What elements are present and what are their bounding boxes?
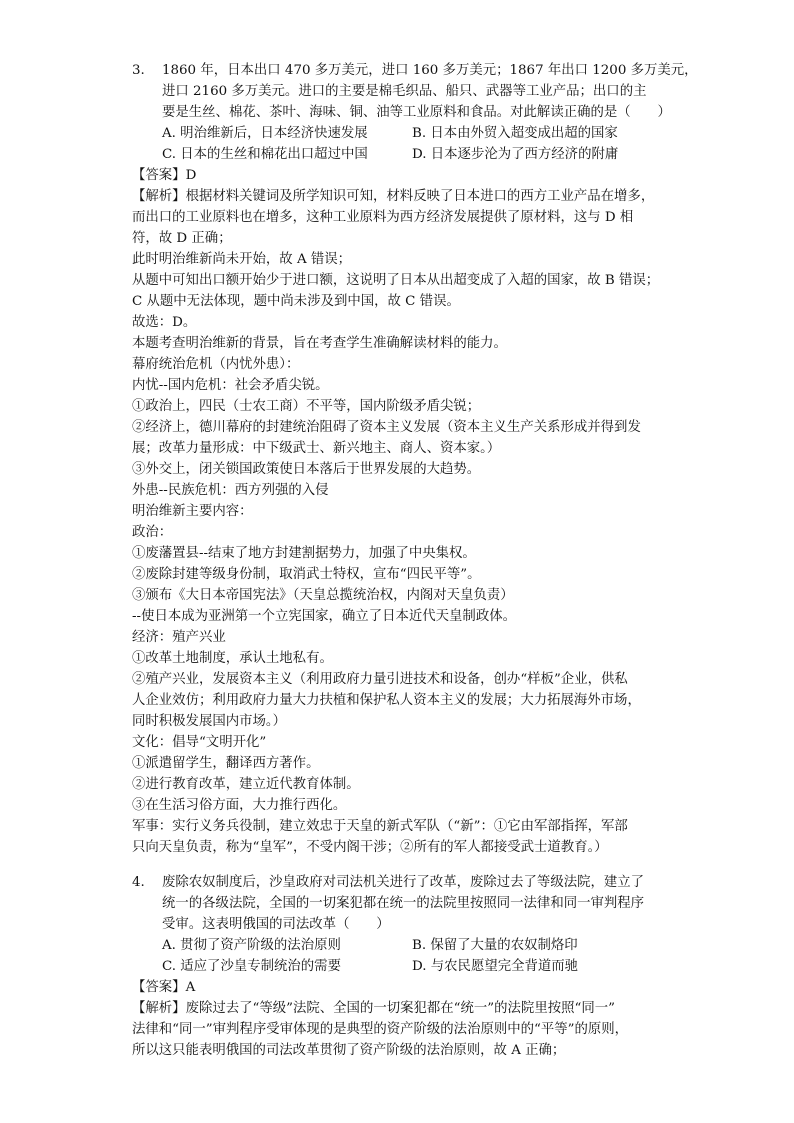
analysis-line: 经济：殖产兴业 <box>132 630 226 645</box>
analysis-line: ②进行教育改革，建立近代教育体制。 <box>132 777 360 792</box>
question-stem <box>162 872 672 935</box>
question-stem <box>162 60 698 123</box>
analysis-line: ②废除封建等级身份制，取消武士特权，宣布“四民平等”。 <box>132 567 481 582</box>
answer-row <box>132 977 672 998</box>
analysis-tag: 【解析】 <box>132 1001 186 1016</box>
question-number: 4. <box>132 875 145 890</box>
analysis <box>132 998 672 1061</box>
analysis-line: 政治： <box>132 525 173 540</box>
stem-line: 统一的各级法院，全国的一切案犯都在统一的法院里按照同一法律和同一审判程序 <box>162 896 645 911</box>
analysis-text: 根据材料关键词及所学知识可知，材料反映了日本进口的西方工业产品在增多， <box>185 189 655 204</box>
stem-line: 1860 年，日本出口 470 多万美元，进口 160 多万美元；1867 年出口 1200 多万美元， <box>162 63 698 78</box>
analysis-line: 本题考查明治维新的背景，旨在考查学生准确解读材料的能力。 <box>132 336 507 351</box>
analysis-line: 军事：实行义务兵役制，建立效忠于天皇的新式军队（“新”：①它由军部指挥，军部 <box>132 819 628 834</box>
answer-row <box>132 165 672 186</box>
options <box>162 935 672 977</box>
analysis-line: 展；改革力量形成：中下级武士、新兴地主、商人、资本家。） <box>132 441 501 456</box>
analysis-line: 内忧--国内危机：社会矛盾尖锐。 <box>132 378 329 393</box>
answer-value: D <box>185 168 197 183</box>
analysis-line <box>132 998 672 1019</box>
option-a: A. 明治维新后，日本经济快速发展 <box>162 126 368 141</box>
analysis-line: ②经济上，德川幕府的封建统治阻碍了资本主义发展（资本主义生产关系形成并得到发 <box>132 420 641 435</box>
answer-tag: 【答案】 <box>132 980 186 995</box>
analysis-line: ①派遣留学生，翻译西方著作。 <box>132 756 320 771</box>
question-4 <box>132 872 672 1061</box>
analysis-line: 同时积极发展国内市场。） <box>132 714 286 729</box>
option-c: C. 适应了沙皇专制统治的需要 <box>162 959 341 974</box>
answer-tag: 【答案】 <box>132 168 186 183</box>
analysis-line: --使日本成为亚洲第一个立宪国家，确立了日本近代天皇制政体。 <box>132 609 516 624</box>
analysis-line: C 从题中无法体现，题中尚未涉及到中国，故 C 错误。 <box>132 294 460 309</box>
option-c: C. 日本的生丝和棉花出口超过中国 <box>162 147 368 162</box>
stem-line: 废除农奴制度后，沙皇政府对司法机关进行了改革，废除过去了等级法院，建立了 <box>162 875 645 890</box>
question-3 <box>132 60 698 858</box>
analysis-line: 符，故 D 正确； <box>132 231 232 246</box>
analysis-line: 只向天皇负责，称为“皇军”，不受内阁干涉；②所有的军人都接受武士道教育。） <box>132 840 608 855</box>
analysis-line: ③外交上，闭关锁国政策使日本落后于世界发展的大趋势。 <box>132 462 481 477</box>
option-b: B. 日本由外贸入超变成出超的国家 <box>412 126 618 141</box>
analysis-text: 废除过去了“等级”法院、全国的一切案犯都在“统一”的法院里按照“同一” <box>185 1001 615 1016</box>
analysis-line <box>132 186 672 207</box>
analysis-line: 所以这只能表明俄国的司法改革贯彻了资产阶级的法治原则，故 A 正确； <box>132 1043 566 1058</box>
analysis-line: 此时明治维新尚未开始，故 A 错误； <box>132 252 352 267</box>
analysis-line: 法律和“同一”审判程序受审体现的是典型的资产阶级的法治原则中的“平等”的原则， <box>132 1022 629 1037</box>
analysis-line: 文化：倡导“文明开化” <box>132 735 267 750</box>
answer-value: A <box>185 980 196 995</box>
analysis-line: 而出口的工业原料也在增多，这种工业原料为西方经济发展提供了原材料，这与 D 相 <box>132 210 634 225</box>
analysis-line: ①改革土地制度，承认土地私有。 <box>132 651 333 666</box>
option-d: D. 日本逐步沦为了西方经济的附庸 <box>412 147 619 162</box>
stem-line: 进口 2160 多万美元。进口的主要是棉毛织品、船只、武器等工业产品；出口的主 <box>162 84 647 99</box>
analysis-line: ③在生活习俗方面，大力推行西化。 <box>132 798 347 813</box>
analysis-line: 故选：D。 <box>132 315 197 330</box>
analysis <box>132 186 672 858</box>
analysis-line: ②殖产兴业，发展资本主义（利用政府力量引进技术和设备，创办“样板”企业，供私 <box>132 672 628 687</box>
analysis-line: 幕府统治危机（内忧外患）： <box>132 357 300 372</box>
stem-line: 要是生丝、棉花、茶叶、海味、铜、油等工业原料和食品。对此解读正确的是（ ） <box>162 105 671 120</box>
analysis-line: ③颁布《大日本帝国宪法》（天皇总揽统治权，内阁对天皇负责） <box>132 588 514 603</box>
option-b: B. 保留了大量的农奴制烙印 <box>412 938 578 953</box>
option-a: A. 贯彻了资产阶级的法治原则 <box>162 938 341 953</box>
stem-line: 受审。这表明俄国的司法改革（ ） <box>162 917 390 932</box>
analysis-line: 从题中可知出口额开始少于进口额，这说明了日本从出超变成了入超的国家，故 B 错误； <box>132 273 660 288</box>
analysis-line: ①政治上，四民（士农工商）不平等，国内阶级矛盾尖锐； <box>132 399 481 414</box>
analysis-line: 外患--民族危机：西方列强的入侵 <box>132 483 329 498</box>
question-number: 3. <box>132 63 145 78</box>
analysis-tag: 【解析】 <box>132 189 186 204</box>
analysis-line: 人企业效仿；利用政府力量大力扶植和保护私人资本主义的发展；大力拓展海外市场， <box>132 693 641 708</box>
option-d: D. 与农民愿望完全背道而驰 <box>412 959 579 974</box>
analysis-line: ①废藩置县--结束了地方封建割据势力，加强了中央集权。 <box>132 546 476 561</box>
options <box>162 123 672 165</box>
analysis-line: 明治维新主要内容： <box>132 504 253 519</box>
